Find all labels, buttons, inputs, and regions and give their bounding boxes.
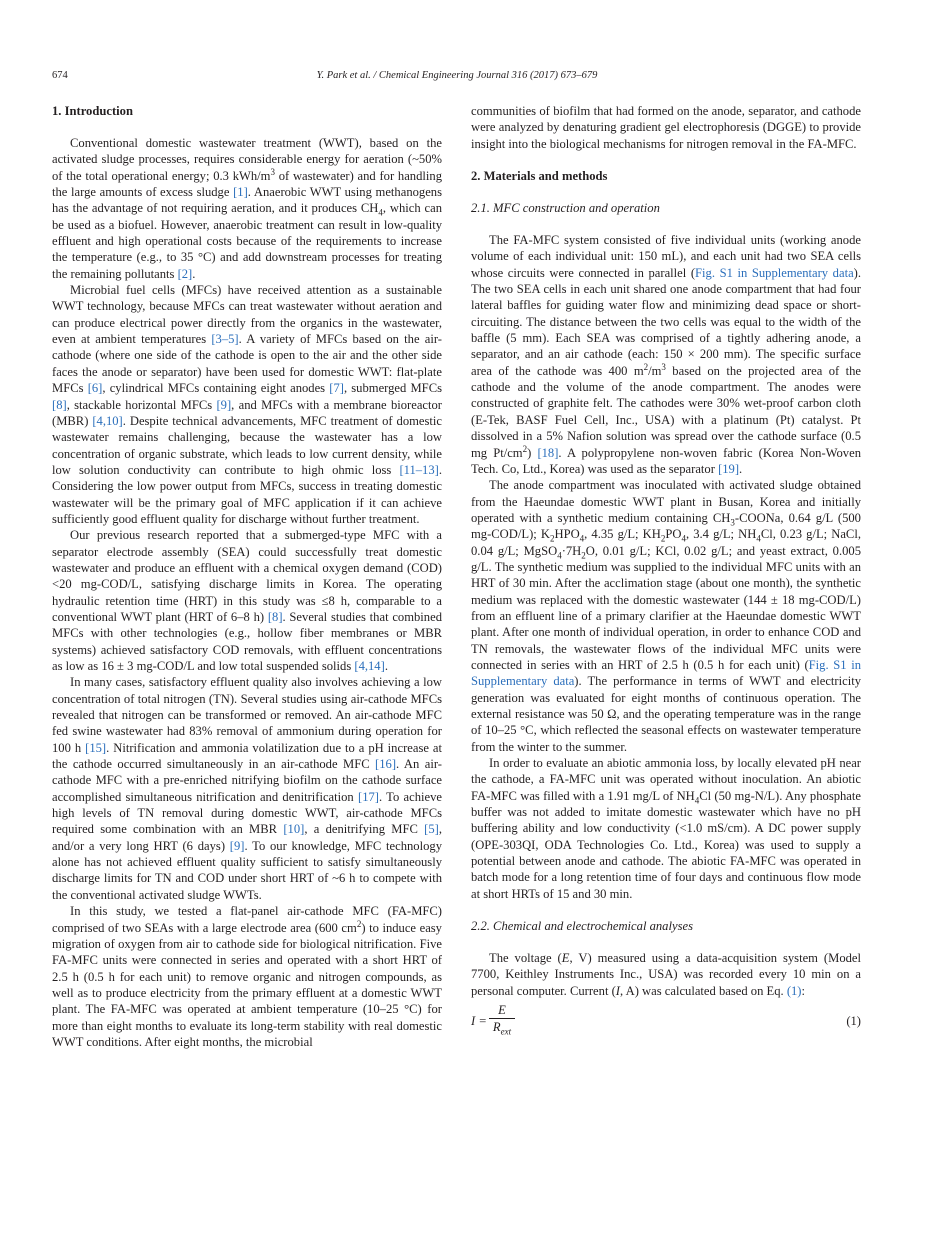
paragraph: In many cases, satisfactory effluent quality also involves achieving a low concentration of total nitrogen (TN). Several studies using air-cathode MFCs revealed that nitrogen can be transformed or removed. An air-cathode MFC fed swine wastewater had 83% removal of ammonium during operation for 100 h [15]. Nitrification and ammonia volatilization due to a pH increase at the cathode occurred simultaneously in an air-cathode MFC [16]. An air-cathode MFC with a pre-enriched nitrifying biofilm on the cathode surface accomplished simultaneous nitrification and denitrification [17]. To achieve high levels of TN removal during domestic WWT, air-cathode MFCs required some combination with an MBR [10], a denitrifying MFC [5], and/or a very long HRT (6 days) [9]. To our knowledge, MFC technology alone has not achieved effluent quality sufficient to satisfy simultaneously discharge limits for TN and COD under short HRT of ~6 h to compete with the conventional activated sludge WWTs. — [52, 675, 442, 902]
citation-link[interactable]: [5] — [424, 822, 439, 837]
section-heading-introduction: 1. Introduction — [52, 104, 133, 118]
paragraph: Conventional domestic wastewater treatment (WWT), based on the activated sludge processes, requires considerable energy for aeration (~50% of the total operational energy; 0.3 kWh/$m^3$ of wastewater) and for handling the large amounts of excess sludge [1]. Anaerobic WWT using methanogens has the advantage of not requiring aeration, and it produces $CH_4$, which can be used as a biofuel. However, anaerobic treatment can result in low-quality effluent and high operational costs because of the requirements to increase the temperature (e.g., to 35 °C) and add downstream processes for treating the remaining pollutants [2]. — [52, 136, 442, 281]
paragraph: In order to evaluate an abiotic ammonia loss, by locally elevated pH near the cathode, a FA-MFC unit was operated without inoculation. An abiotic FA-MFC was filled with a 1.91 mg/L of $NH_4Cl$ (50 mg-N/L). Any phosphate buffer was not added to imitate domestic wastewater which have no pH buffering ability and low conductivity (<1.0 mS/cm). A DC power supply (OPE-303QI, ODA Technologies Co. Ltd., Korea) was used to supply a potential between anode and cathode. The abiotic FA-MFC was operated in batch mode for a long retention time of four days and continuous flow mode at short HRTs of 15 and 30 min. — [471, 756, 861, 901]
equation-number: (1) — [846, 1014, 861, 1029]
subsection-heading-construction: 2.1. MFC construction and operation — [471, 201, 660, 216]
citation-link[interactable]: [7] — [329, 381, 344, 396]
citation-link[interactable]: [16] — [375, 757, 397, 772]
section-heading-methods: 2. Materials and methods — [471, 169, 608, 184]
equation-lhs: I = — [471, 1014, 487, 1029]
equation-denominator: $R_{ext}$ — [492, 1020, 512, 1037]
paragraph: Microbial fuel cells (MFCs) have received attention as a sustainable WWT technology, because MFCs can treat wastewater without aeration and can produce electrical power directly from the organics in the wastewater, even at ambient temperatures [3–5]. A variety of MFCs based on the air-cathode (where one side of the cathode is open to the air and the other side faces the anode or separator) have been used for domestic WWT: flat-plate MFCs [6], cylindrical MFCs containing eight anodes [7], submerged MFCs [8], stackable horizontal MFCs [9], and MFCs with a membrane bioreactor (MBR) [4,10]. Despite technical advancements, MFC treatment of domestic wastewater remains challenging, because the wastewater has a low concentration of organic substrate, which leads to low current density, while low solution conductivity can contribute to high ohmic loss [11–13]. Considering the low power output from MFCs, success in treating domestic wastewater will be the primary goal of MFC application if it can achieve sufficiently good effluent quality for discharge without further treatment. — [52, 283, 442, 526]
right-column — [471, 103, 861, 1039]
paragraph: The anode compartment was inoculated with activated sludge obtained from the Haeundae domestic WWT plant in Busan, Korea and initially operated with a synthetic medium containing $CH_3$-COONa, 0.64 g/L (500 mg-COD/L); $K_2HPO_4$, 4.35 g/L; $KH_2PO_4$, 3.4 g/L; $NH_4Cl$, 0.23 g/L; NaCl, 0.04 g/L; $MgSO_4\cdot 7H_2O$, 0.01 g/L; KCl, 0.02 g/L; and yeast extract, 0.005 g/L. The synthetic medium was supplied to the individual MFC units with an HRT of 30 min. After the acclimation stage (about one month), the synthetic medium was replaced with the domestic wastewater (144 ± 18 mg-COD/L) from an effluent line of a primary clarifier at the Haeundae domestic WWT plant. After one month of individual operation, in order to enhance COD and TN removals, the wastewater flows of the individual MFC units were connected in series with an HRT of 2.5 h (0.5 h for each unit) (Fig. S1 in Supplementary data). The performance in terms of WWT and electricity generation was evaluated for eight months of continuous operation. The external resistance was 50 Ω, and the operating temperature was in the range of 10–25 °C, which reflected the seasonal effects on wastewater temperature from the winter to the summer. — [471, 478, 862, 754]
citation-link[interactable]: [4,10] — [92, 413, 123, 428]
citation-link[interactable]: [2] — [177, 266, 193, 281]
equation-1 — [471, 1003, 861, 1039]
citation-link[interactable]: [18] — [537, 445, 559, 460]
subsection-heading-analyses: 2.2. Chemical and electrochemical analyses — [471, 919, 693, 934]
paragraph: communities of biofilm that had formed on the anode, separator, and cathode were analyzed by denaturing gradient gel electrophoresis (DGGE) to provide insight into the biological mechanisms for nitrogen removal in the FA-MFC. — [471, 104, 861, 151]
citation-link[interactable]: [1] — [233, 185, 248, 200]
citation-link[interactable]: [8] — [52, 397, 67, 412]
running-header — [52, 70, 862, 88]
citation-link[interactable]: [4,14] — [354, 659, 385, 673]
citation-link[interactable]: [17] — [358, 789, 379, 804]
citation-link[interactable]: [9] — [229, 838, 245, 853]
citation-link[interactable]: [9] — [216, 397, 232, 412]
figure-link[interactable]: Fig. S1 in Supplementary data — [471, 657, 861, 689]
citation-link[interactable]: [15] — [85, 740, 107, 755]
paragraph: In this study, we tested a flat-panel air-cathode MFC (FA-MFC) comprised of two SEAs with a large electrode area (600 $cm^2$) to induce easy migration of oxygen from air to cathode side for biological nitrification. Five FA-MFC units were connected in series and operated with a short HRT of 2.5 h (0.5 h for each unit) to remove organic and nitrogen compounds, as well as to produce electricity from the primary effluent at a domestic WWT plant. The FA-MFC was operated at ambient temperature (10–25 °C) for more than eight months to evaluate its long-term stability with real domestic WWT conditions. After eight months, the microbial — [52, 904, 442, 1049]
citation-link[interactable]: [10] — [283, 822, 305, 837]
equation-link[interactable]: (1) — [786, 983, 802, 998]
citation-link[interactable]: [8] — [267, 609, 283, 624]
equation-fraction — [489, 1003, 515, 1035]
citation-link[interactable]: [3–5] — [211, 332, 239, 347]
running-title: Y. Park et al. / Chemical Engineering Journal 316 (2017) 673–679 — [316, 70, 598, 81]
figure-link[interactable]: Fig. S1 in Supplementary data — [695, 265, 854, 280]
paragraph: Our previous research reported that a submerged-type MFC with a separator electrode assembly (SEA) could successfully treat domestic wastewater and produce an effluent with a chemical oxygen demand (COD) <20 mg-COD/L, satisfying discharge limits in Korea. The operating hydraulic retention time (HRT) in this study was ≤8 h, comparable to a conventional WWT plant (HRT of 6–8 h) [8]. Several studies that combined MFCs with other technologies (e.g., hollow fiber membranes or MBR systems) achieved satisfactory COD removals, with effluent concentrations as low as 16 ± 3 mg-COD/L and low total suspended solids [4,14]. — [52, 528, 442, 673]
equation-numerator: E — [489, 1003, 515, 1019]
paragraph: The FA-MFC system consisted of five individual units (working anode volume of each individual unit: 150 mL), and each unit had two SEA cells whose circuits were connected in parallel (Fig. S1 in Supplementary data). The two SEA cells in each unit shared one anode compartment that had four lateral baffles for guiding water flow and minimizing dead space or short-circuiting. The distance between the two cells was equal to the width of the baffle (5 mm). Each SEA was comprised of a tightly adhering anode, a separator, and an air cathode (each: 150 × 200 mm). The specific surface area of the cathode was 400 $m^2/m^3$ based on the projected area of the cathode and the volume of the anode compartment. The anodes were constructed of graphite felt. The cathodes were 30% wet-proof carbon cloth (E-Tek, BASF Fuel Cell, Inc., USA) with a platinum (Pt) catalyst. Pt dissolved in a 5% Nafion solution was spread over the cathode surface (0.5 mg $Pt/cm^2$) [18]. A polypropylene non-woven fabric (Korea Non-Woven Tech. Co, Ltd., Korea) was used as the separator [19]. — [471, 233, 862, 476]
citation-link[interactable]: [11–13] — [399, 462, 439, 477]
page-number: 674 — [52, 70, 68, 81]
citation-link[interactable]: [6] — [87, 381, 103, 396]
left-column — [52, 103, 442, 1050]
paragraph: The voltage (E, V) measured using a data-acquisition system (Model 7700, Keithley Instruments Inc., USA) was recorded every 10 min on a personal computer. Current (I, A) was calculated based on Eq. (1): — [471, 951, 862, 998]
citation-link[interactable]: [19] — [718, 461, 740, 476]
